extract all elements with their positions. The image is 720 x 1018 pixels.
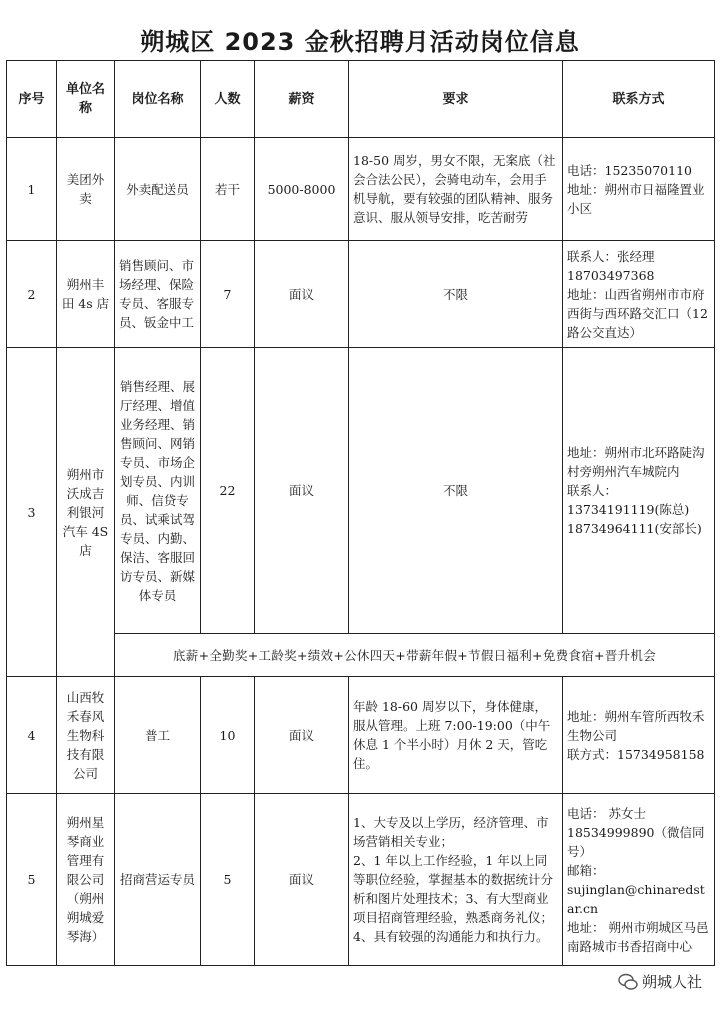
row-salary: 面议 xyxy=(255,348,349,634)
row-position: 销售顾问、市场经理、保险专员、客服专员、钣金中工 xyxy=(115,241,201,348)
header-position: 岗位名称 xyxy=(115,61,201,138)
table-row xyxy=(7,794,715,966)
row-contact: 地址：朔州市北环路陡沟村旁朔州汽车城院内 联系人：13734191119(陈总) 18734964111(安部长) xyxy=(563,348,715,634)
row-seq: 2 xyxy=(7,241,57,348)
header-row xyxy=(7,61,715,138)
wechat-logo-icon xyxy=(618,972,638,992)
table-row xyxy=(7,138,715,241)
table-row xyxy=(7,677,715,794)
header-company: 单位名称 xyxy=(57,61,115,138)
row-count: 5 xyxy=(201,794,255,966)
row-seq: 3 xyxy=(7,348,57,677)
row-count: 若干 xyxy=(201,138,255,241)
row-requirements: 年龄 18-60 周岁以下，身体健康，服从管理。上班 7:00-19:00（中午休息 1 个半小时）月休 2 天，管吃住。 xyxy=(349,677,563,794)
header-salary: 薪资 xyxy=(255,61,349,138)
row-company: 美团外卖 xyxy=(57,138,115,241)
row-requirements: 18-50 周岁，男女不限，无案底（社会合法公民），会骑电动车，会用手机导航，要有较强的团队精神、服务意识、服从领导安排，吃苦耐劳 xyxy=(349,138,563,241)
header-count: 人数 xyxy=(201,61,255,138)
row-company: 朔州市沃成吉利银河汽车 4S 店 xyxy=(57,348,115,677)
row-seq: 1 xyxy=(7,138,57,241)
row-company: 朔州星琴商业管理有限公司（朔州朔城爱琴海） xyxy=(57,794,115,966)
row-seq: 5 xyxy=(7,794,57,966)
row-requirements: 不限 xyxy=(349,241,563,348)
table-row xyxy=(7,241,715,348)
row-company: 山西牧禾春风生物科技有限公司 xyxy=(57,677,115,794)
row-count: 22 xyxy=(201,348,255,634)
row-contact: 地址：朔州车管所西牧禾生物公司 联方式：15734958158 xyxy=(563,677,715,794)
row-position: 招商营运专员 xyxy=(115,794,201,966)
row-position: 销售经理、展厅经理、增值业务经理、销售顾问、网销专员、市场企划专员、内训师、信贷专员、试乘试驾专员、内勤、保洁、客服回访专员、新媒体专员 xyxy=(115,348,201,634)
header-contact: 联系方式 xyxy=(563,61,715,138)
row-requirements: 不限 xyxy=(349,348,563,634)
header-seq: 序号 xyxy=(7,61,57,138)
header-requirements: 要求 xyxy=(349,61,563,138)
row-requirements: 1、大专及以上学历，经济管理、市场营销相关专业； 2、1 年以上工作经验，1 年以上同等职位经验，掌握基本的数据统计分析和图片处理技术；3、有大型商业项目招商管理经验，熟悉商务礼仪；4、具有较强的沟通能力和执行力。 xyxy=(349,794,563,966)
watermark-text: 朔城人社 xyxy=(641,973,702,991)
row-seq: 4 xyxy=(7,677,57,794)
jobs-table xyxy=(6,60,715,966)
table-row xyxy=(7,348,715,634)
row-count: 10 xyxy=(201,677,255,794)
row-salary: 面议 xyxy=(255,241,349,348)
benefits-text: 底薪+全勤奖+工龄奖+绩效+公休四天+带薪年假+节假日福利+免费食宿+晋升机会 xyxy=(115,634,715,677)
row-salary: 面议 xyxy=(255,794,349,966)
row-company: 朔州丰田 4s 店 xyxy=(57,241,115,348)
row-contact: 电话：15235070110 地址：朔州市日福隆置业小区 xyxy=(563,138,715,241)
row-count: 7 xyxy=(201,241,255,348)
row-salary: 5000-8000 xyxy=(255,138,349,241)
row-contact: 电话： 苏女士 18534999890（微信同号） 邮箱： sujinglan@chinaredstar.cn 地址： 朔州市朔城区马邑南路城市书香招商中心 xyxy=(563,794,715,966)
row-contact: 联系人：张经理 18703497368 地址：山西省朔州市市府西街与西环路交汇口（12 路公交直达） xyxy=(563,241,715,348)
row-position: 外卖配送员 xyxy=(115,138,201,241)
row-salary: 面议 xyxy=(255,677,349,794)
row-position: 普工 xyxy=(115,677,201,794)
page-title: 朔城区 2023 金秋招聘月活动岗位信息 xyxy=(140,28,580,56)
watermark xyxy=(618,971,702,992)
